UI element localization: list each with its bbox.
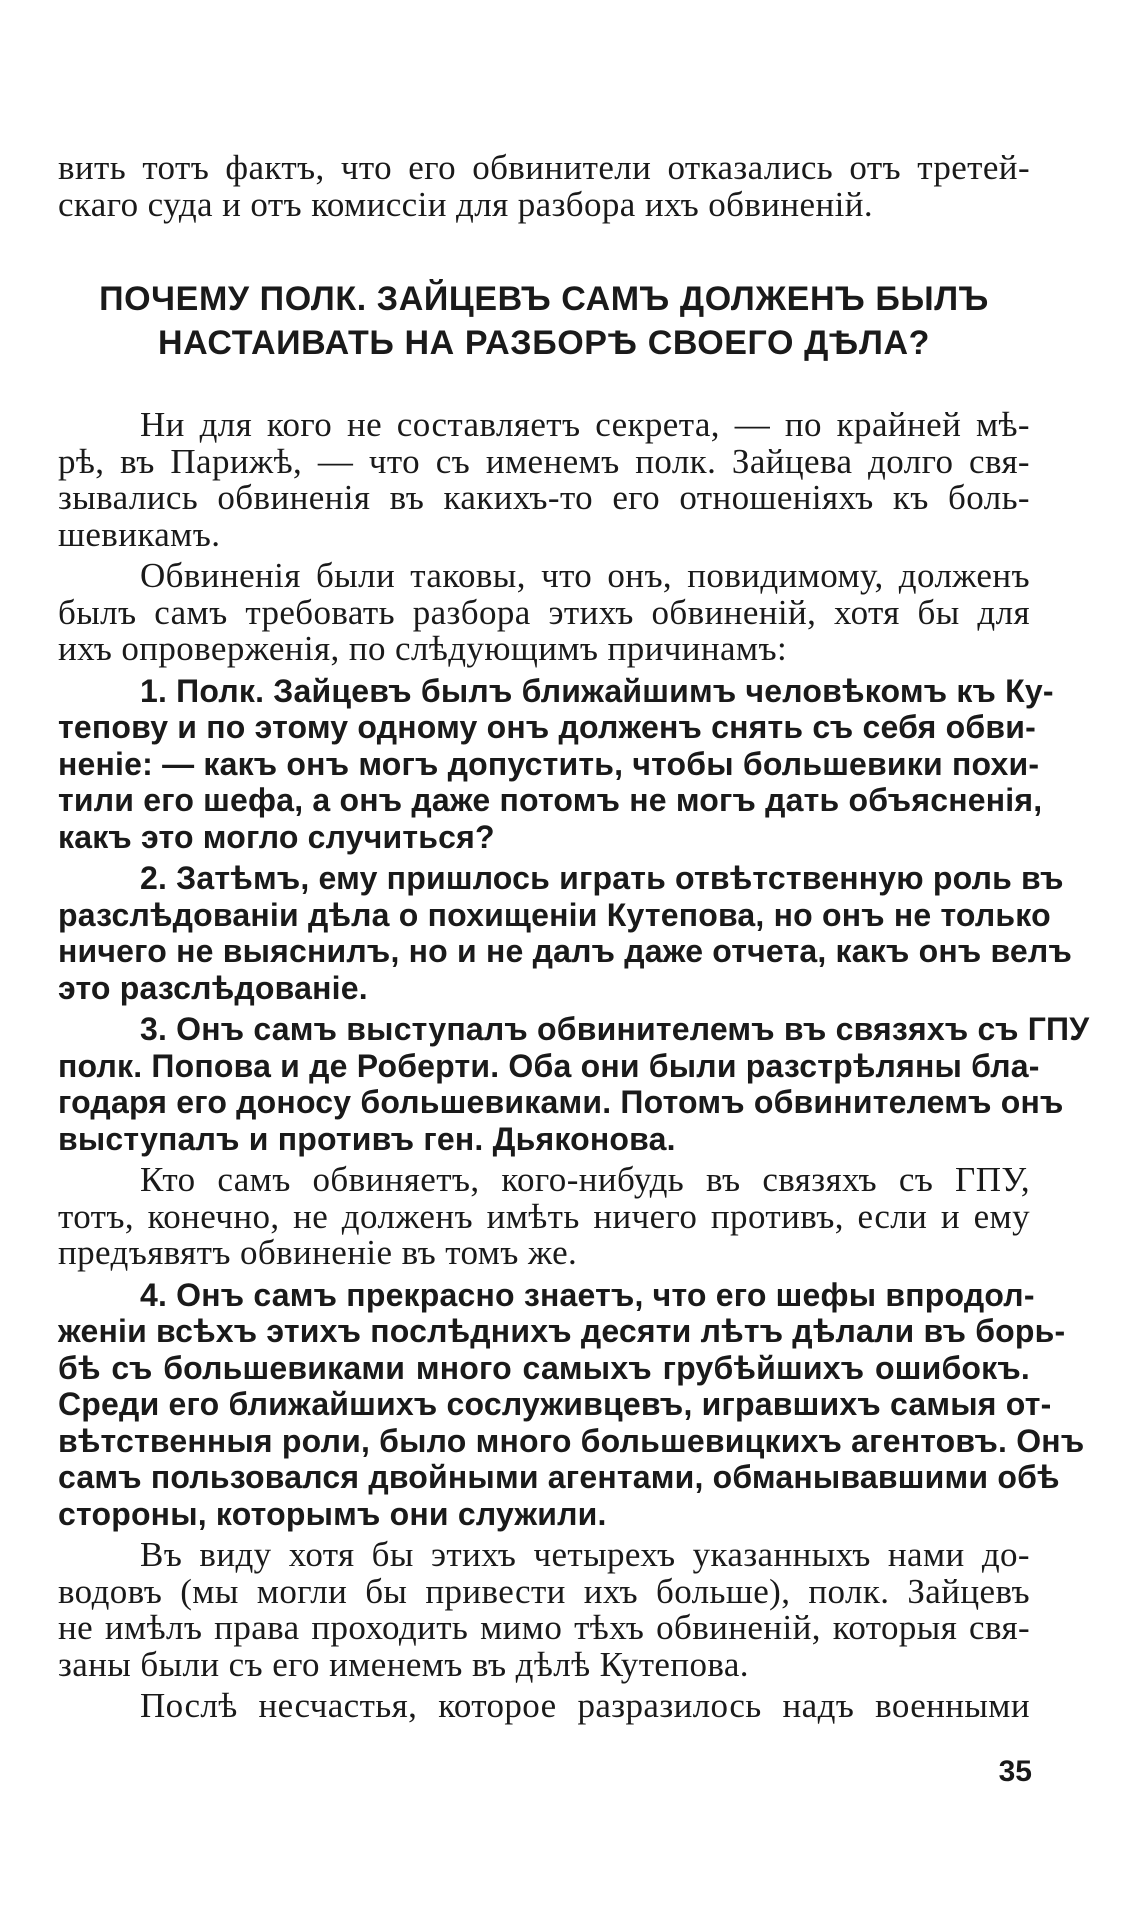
text-line: стороны, которымъ они служили. [58, 1495, 607, 1532]
text-line: былъ самъ требовать разбора этихъ обвиненій, хотя бы для [58, 592, 1030, 632]
text-line: Послѣ несчастья, которое разразилось надъ военными [140, 1686, 1030, 1725]
text-line: 4. Онъ самъ прекрасно знаетъ, что его шефы впродол- [140, 1276, 1035, 1313]
text-line: Среди его ближайшихъ сослуживцевъ, игравшихъ самыя от- [58, 1386, 1052, 1422]
text-line: ихъ опроверженія, по слѣдующимъ причинамъ: [58, 629, 788, 668]
paragraph-4 [58, 1537, 1030, 1683]
text-line: шевикамъ. [58, 514, 221, 554]
text-line: водовъ (мы могли бы привести ихъ больше), полк. Зайцевъ [58, 1571, 1030, 1611]
text-line: разслѣдованіи дѣла о похищеніи Кутепова, но онъ не только [58, 896, 1051, 933]
text-line: полк. Попова и де Роберти. Оба они были разстрѣляны бла- [58, 1047, 1040, 1084]
section-heading [58, 277, 1030, 365]
point-3 [58, 1011, 1090, 1157]
text-line: это разслѣдованіе. [58, 969, 368, 1006]
point-2 [58, 860, 1072, 1006]
paragraph-3 [58, 1162, 1030, 1272]
text-line: неніе: — какъ онъ могъ допустить, чтобы большевики похи- [58, 745, 1040, 782]
text-line: заны были съ его именемъ въ дѣлѣ Кутепова. [58, 1644, 749, 1684]
text-line: Обвиненія были таковы, что онъ, повидимому, долженъ [140, 556, 1030, 595]
paragraph-2 [58, 558, 1030, 668]
text-line: рѣ, въ Парижѣ, — что съ именемъ полк. Зайцева долго свя- [58, 441, 1030, 481]
text-line: самъ пользовался двойными агентами, обманывавшими обѣ [58, 1459, 1060, 1495]
text-line: вѣтственныя роли, было много большевицкихъ агентовъ. Онъ [58, 1422, 1085, 1459]
text-line: какъ это могло случиться? [58, 818, 495, 855]
opening-paragraph [58, 150, 1030, 223]
heading-line: ПОЧЕМУ ПОЛК. ЗАЙЦЕВЪ САМЪ ДОЛЖЕНЪ БЫЛЪ [99, 280, 989, 318]
text-line: 1. Полк. Зайцевъ былъ ближайшимъ человѣкомъ къ Ку- [140, 672, 1054, 709]
page-number: 35 [998, 1755, 1032, 1788]
text-line: не имѣлъ права проходить мимо тѣхъ обвиненій, которыя свя- [58, 1608, 1030, 1647]
text-line: бѣ съ большевиками много самыхъ грубѣйшихъ ошибокъ. [58, 1349, 1030, 1386]
text-line: женіи всѣхъ этихъ послѣднихъ десяти лѣтъ дѣлали въ борь- [58, 1313, 1066, 1349]
text-line: 2. Затѣмъ, ему пришлось играть отвѣтственную роль въ [140, 860, 1064, 896]
text-line: Кто самъ обвиняетъ, кого-нибудь въ связяхъ съ ГПУ, [140, 1160, 1030, 1199]
text-line: скаго суда и отъ комиссіи для разбора ихъ обвиненій. [58, 184, 873, 224]
text-line: выступалъ и противъ ген. Дьяконова. [58, 1120, 676, 1157]
text-line: тотъ, конечно, не долженъ имѣть ничего противъ, если и ему [58, 1196, 1030, 1236]
text-line: Ни для кого не составляетъ секрета, — по крайней мѣ- [140, 405, 1030, 444]
text-line: ничего не выяснилъ, но и не далъ даже отчета, какъ онъ велъ [58, 933, 1072, 969]
text-line: предъявятъ обвиненіе въ томъ же. [58, 1233, 578, 1272]
book-page [58, 148, 1090, 1730]
text-line: тепову и по этому одному онъ долженъ снять съ себя обви- [58, 709, 1036, 745]
text-line: тили его шефа, а онъ даже потомъ не могъ дать объясненія, [58, 782, 1043, 818]
text-line: Въ виду хотя бы этихъ четырехъ указанныхъ нами до- [140, 1535, 1030, 1574]
paragraph-5 [58, 1688, 1030, 1725]
point-4 [58, 1276, 1085, 1533]
text-line: зывались обвиненія въ какихъ-то его отношеніяхъ къ боль- [58, 478, 1030, 517]
text-line: годаря его доносу большевиками. Потомъ обвинителемъ онъ [58, 1084, 1064, 1120]
text-line: вить тотъ фактъ, что его обвинители отказались отъ третей- [58, 148, 1030, 187]
point-1 [58, 672, 1054, 856]
heading-line: НАСТАИВАТЬ НА РАЗБОРѢ СВОЕГО ДѢЛА? [157, 324, 931, 362]
paragraph-1 [58, 407, 1030, 553]
text-line: 3. Онъ самъ выступалъ обвинителемъ въ связяхъ съ ГПУ [140, 1011, 1090, 1047]
